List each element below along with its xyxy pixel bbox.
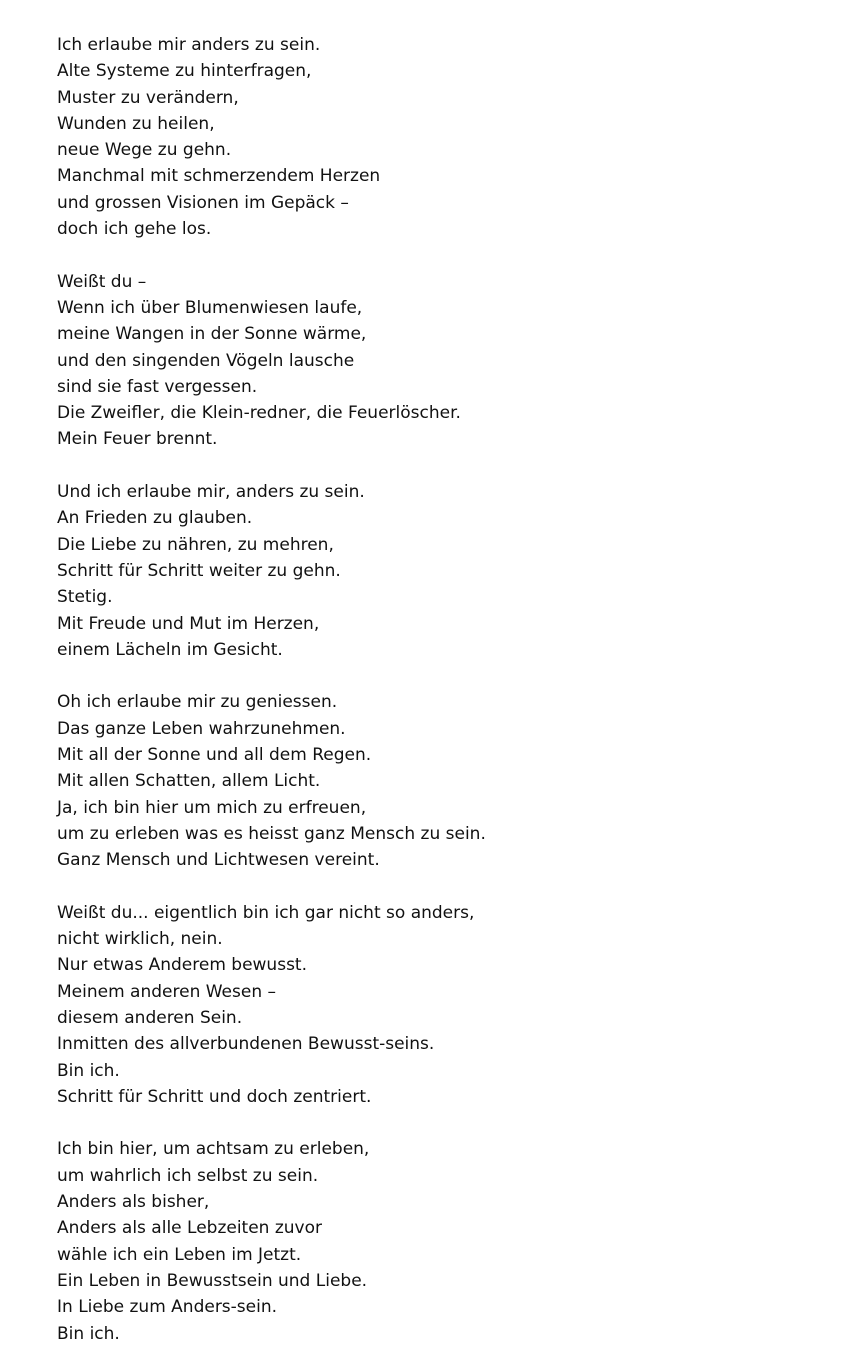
poem-line: Stetig.: [57, 587, 113, 608]
poem-line: Weißt du... eigentlich bin ich gar nicht so anders,: [57, 902, 475, 923]
poem-line: diesem anderen Sein.: [57, 1007, 243, 1028]
poem-line: Alte Systeme zu hinterfragen,: [57, 61, 312, 82]
poem-line: Die Zweifler, die Klein-redner, die Feuerlöscher.: [57, 403, 461, 424]
stanza: [57, 900, 837, 1110]
poem-line: Muster zu verändern,: [57, 87, 239, 108]
poem-line: wähle ich ein Leben im Jetzt.: [57, 1244, 302, 1265]
poem-line: Anders als alle Lebzeiten zuvor: [57, 1218, 323, 1239]
poem-line: Nur etwas Anderem bewusst.: [57, 955, 307, 976]
poem-line: Und ich erlaube mir, anders zu sein.: [57, 482, 365, 503]
poem-line: Mein Feuer brennt.: [57, 429, 218, 450]
poem-line: meine Wangen in der Sonne wärme,: [57, 324, 367, 345]
poem-line: Ich erlaube mir anders zu sein.: [57, 35, 321, 55]
poem-line: Mit all der Sonne und all dem Regen.: [57, 745, 372, 766]
poem-line: Manchmal mit schmerzendem Herzen: [57, 166, 381, 187]
poem-line: neue Wege zu gehn.: [57, 140, 232, 161]
poem-line: Bin ich.: [57, 1323, 120, 1344]
stanza: [57, 269, 837, 453]
poem-line: einem Lächeln im Gesicht.: [57, 639, 283, 660]
poem-line: sind sie fast vergessen.: [57, 376, 258, 397]
poem-line: Inmitten des allverbundenen Bewusst-seins.: [57, 1034, 435, 1055]
poem-line: Bin ich.: [57, 1060, 120, 1081]
poem-line: Ja, ich bin hier um mich zu erfreuen,: [57, 797, 367, 818]
poem-line: Mit Freude und Mut im Herzen,: [57, 613, 320, 634]
stanza: [57, 689, 837, 873]
poem-line: Wunden zu heilen,: [57, 113, 215, 134]
poem-line: Wenn ich über Blumenwiesen laufe,: [57, 297, 363, 318]
poem-line: Mit allen Schatten, allem Licht.: [57, 771, 321, 792]
poem-line: Ich bin hier, um achtsam zu erleben,: [57, 1139, 370, 1160]
poem-line: Ein Leben in Bewusstsein und Liebe.: [57, 1270, 368, 1291]
poem-line: Oh ich erlaube mir zu geniessen.: [57, 692, 338, 713]
poem-line: In Liebe zum Anders-sein.: [57, 1297, 278, 1318]
poem-line: An Frieden zu glauben.: [57, 508, 253, 529]
poem-line: Die Liebe zu nähren, zu mehren,: [57, 534, 334, 555]
stanza: [57, 479, 837, 663]
poem-line: Anders als bisher,: [57, 1192, 210, 1213]
poem-line: Das ganze Leben wahrzunehmen.: [57, 718, 346, 739]
poem-line: Schritt für Schritt weiter zu gehn.: [57, 560, 341, 581]
poem-line: Weißt du –: [57, 271, 147, 292]
stanza: [57, 1136, 837, 1346]
poem-line: Ganz Mensch und Lichtwesen vereint.: [57, 850, 380, 871]
poem-line: Meinem anderen Wesen –: [57, 981, 277, 1002]
stanza: [57, 32, 837, 242]
poem-line: um wahrlich ich selbst zu sein.: [57, 1165, 319, 1186]
poem-line: doch ich gehe los.: [57, 219, 212, 240]
poem-line: nicht wirklich, nein.: [57, 929, 223, 950]
poem-line: und den singenden Vögeln lausche: [57, 350, 355, 371]
poem: [57, 32, 837, 1347]
poem-line: und grossen Visionen im Gepäck –: [57, 192, 349, 213]
poem-line: um zu erleben was es heisst ganz Mensch zu sein.: [57, 823, 486, 844]
poem-line: Schritt für Schritt und doch zentriert.: [57, 1086, 372, 1107]
